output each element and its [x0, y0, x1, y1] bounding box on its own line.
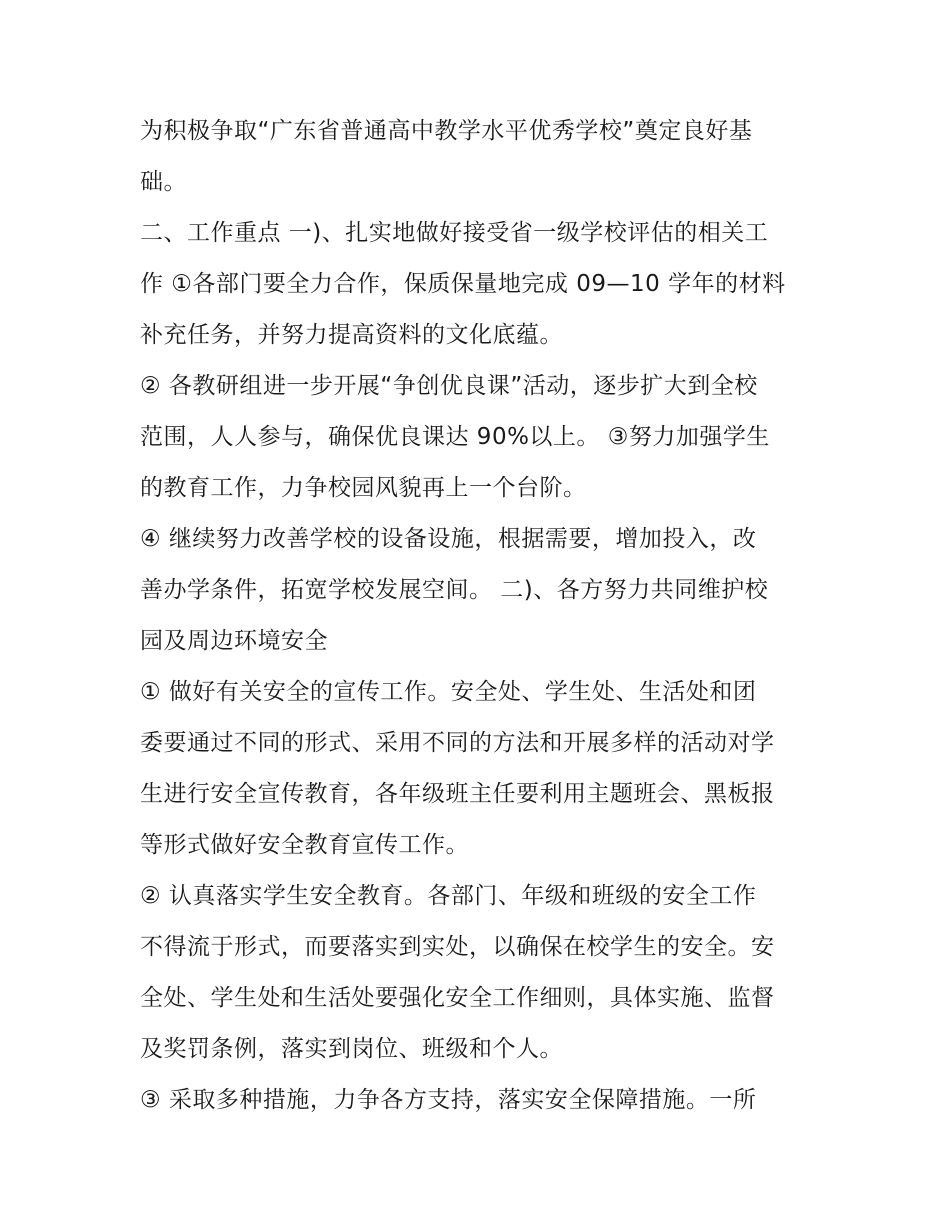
- text-line: 范围，人人参与，确保优良课达 90%以上。 ③努力加强学生: [140, 424, 770, 450]
- text-line: 生进行安全宣传教育，各年级班主任要利用主题班会、黑板报: [140, 781, 775, 807]
- text-line: 的教育工作，力争校园风貌再上一个台阶。: [140, 475, 587, 501]
- text-line: 作 ①各部门要全力合作，保质保量地完成 09—10 学年的材料: [140, 271, 786, 297]
- text-line: ① 做好有关安全的宣传工作。安全处、学生处、生活处和团: [140, 679, 757, 705]
- text-line: 园及周边环境安全: [140, 628, 328, 654]
- text-line: 不得流于形式，而要落实到实处，以确保在校学生的安全。安: [140, 934, 775, 960]
- text-line: 二、工作重点 一)、扎实地做好接受省一级学校评估的相关工: [140, 220, 769, 246]
- text-line: 全处、学生处和生活处要强化安全工作细则，具体实施、监督: [140, 985, 775, 1011]
- text-line: 为积极争取“广东省普通高中教学水平优秀学校”奠定良好基: [140, 118, 753, 144]
- text-line: 础。: [140, 169, 187, 195]
- text-line: ② 各教研组进一步开展“争创优良课”活动，逐步扩大到全校: [140, 373, 758, 399]
- text-line: ④ 继续努力改善学校的设备设施，根据需要，增加投入，改: [140, 526, 757, 552]
- text-line: 委要通过不同的形式、采用不同的方法和开展多样的活动对学: [140, 730, 775, 756]
- text-line: 等形式做好安全教育宣传工作。: [140, 832, 469, 858]
- text-line: ② 认真落实学生安全教育。各部门、年级和班级的安全工作: [140, 883, 757, 909]
- text-line: 及奖罚条例，落实到岗位、班级和个人。: [140, 1036, 563, 1062]
- text-line: ③ 采取多种措施，力争各方支持，落实安全保障措施。一所: [140, 1087, 757, 1113]
- text-line: 善办学条件，拓宽学校发展空间。 二)、各方努力共同维护校: [140, 577, 769, 603]
- document-body: [140, 106, 820, 1126]
- text-line: 补充任务，并努力提高资料的文化底蕴。: [140, 322, 563, 348]
